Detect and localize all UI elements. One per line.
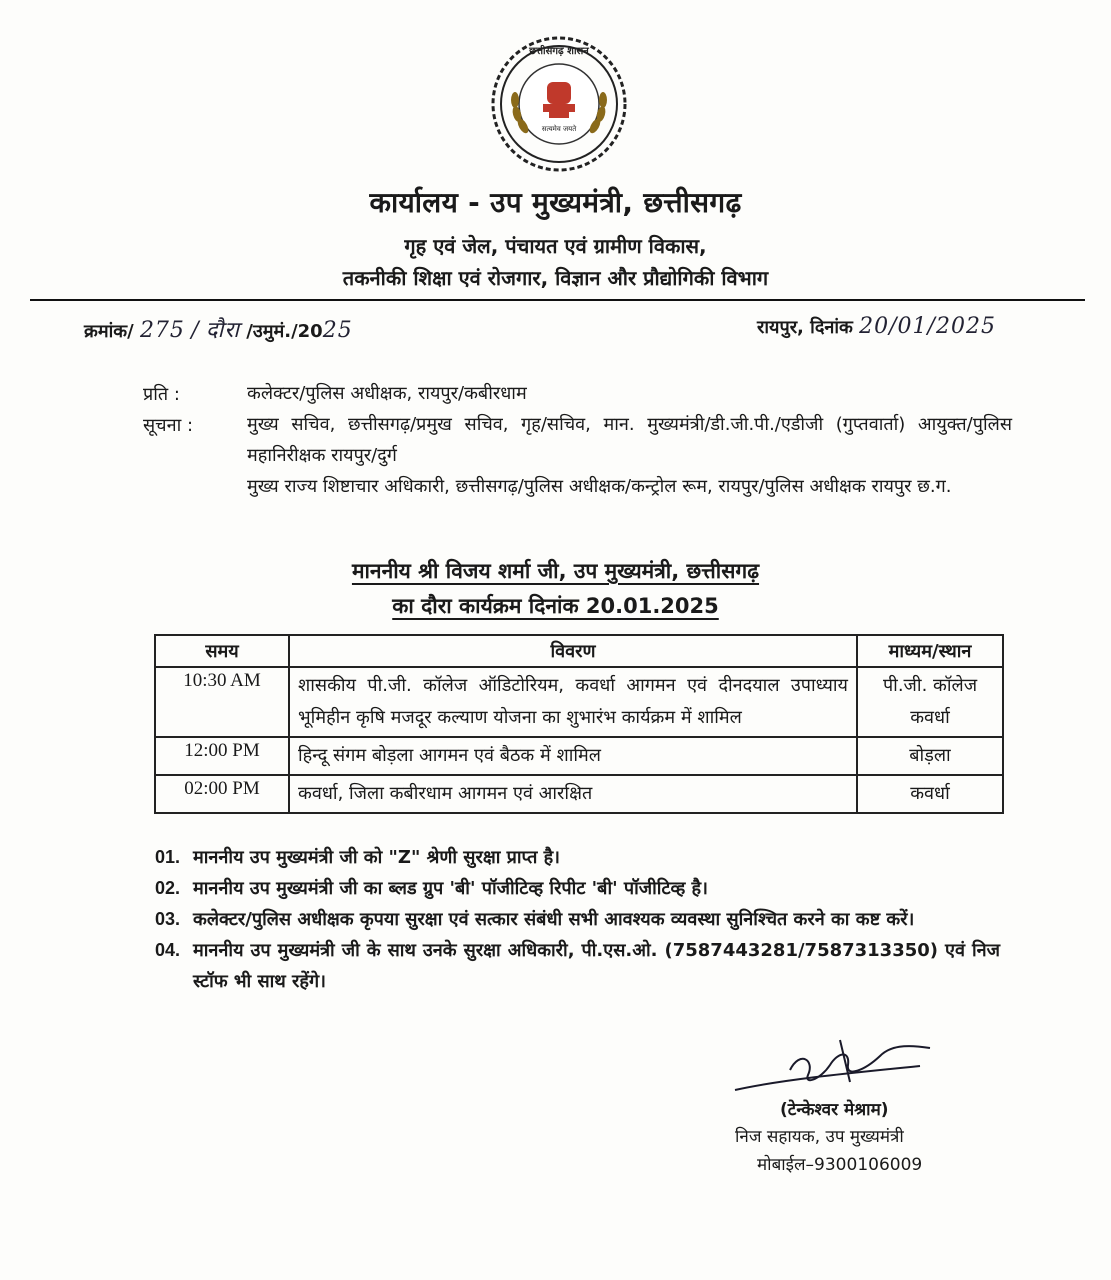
row-details: शासकीय पी.जी. कॉलेज ऑडिटोरियम, कवर्धा आगमन एवं दीनदयाल उपाध्याय भूमिहीन कृषि मजदूर कल्याण योजना का शुभारंभ कार्यक्रम में शामिल <box>289 667 857 737</box>
row-details: हिन्दू संगम बोड़ला आगमन एवं बैठक में शामिल <box>289 737 857 775</box>
svg-text:सत्यमेव जयते: सत्यमेव जयते <box>541 125 577 133</box>
handwritten-tour: दौरा <box>205 318 240 343</box>
row-time: 02:00 PM <box>155 775 289 813</box>
table-row <box>155 737 1003 775</box>
table-header-row <box>155 635 1003 667</box>
header-time: समय <box>155 635 289 667</box>
handwritten-signature <box>720 1030 950 1100</box>
signatory-designation: निज सहायक, उप मुख्यमंत्री <box>735 1127 904 1147</box>
row-time: 12:00 PM <box>155 737 289 775</box>
handwritten-number: 275 <box>139 318 185 343</box>
signatory-mobile: मोबाईल–9300106009 <box>757 1155 923 1175</box>
note-item: 01. माननीय उप मुख्यमंत्री जी को "Z" श्रेणी सुरक्षा प्राप्त है। <box>155 847 561 868</box>
place-date: रायपुर, दिनांक 20/01/2025 <box>757 314 996 339</box>
svg-text:छत्तीसगढ़ शासन: छत्तीसगढ़ शासन <box>529 46 589 57</box>
handwritten-date: 20/01/2025 <box>859 314 996 339</box>
info-text-2: मुख्य राज्य शिष्टाचार अधिकारी, छत्तीसगढ़/पुलिस अधीक्षक/कन्ट्रोल रूम, रायपुर/पुलिस अधीक्षक रायपुर छ.ग. <box>247 476 952 497</box>
note-item: 03. कलेक्टर/पुलिस अधीक्षक कृपया सुरक्षा एवं सत्कार संबंधी सभी आवश्यक व्यवस्था सुनिश्चित करने का कष्ट करें। <box>155 909 915 930</box>
row-venue: बोड़ला <box>857 737 1003 775</box>
subject-line-1: माननीय श्री विजय शर्मा जी, उप मुख्यमंत्री, छत्तीसगढ़ <box>351 559 760 583</box>
department-line-2: तकनीकी शिक्षा एवं रोजगार, विज्ञान और प्रौद्योगिकी विभाग <box>342 266 769 290</box>
chhattisgarh-govt-emblem <box>489 34 629 174</box>
table-row <box>155 667 1003 737</box>
header-details: विवरण <box>289 635 857 667</box>
table-row <box>155 775 1003 813</box>
info-label: सूचना : <box>143 415 194 436</box>
office-title: कार्यालय - उप मुख्यमंत्री, छत्तीसगढ़ <box>369 186 742 219</box>
signatory-name: (टेन्केश्वर मेश्राम) <box>780 1100 889 1120</box>
note-item: 02. माननीय उप मुख्यमंत्री जी का ब्लड ग्रुप 'बी' पॉजीटिव्ह रिपीट 'बी' पॉजीटिव्ह है। <box>155 878 708 899</box>
header-divider <box>30 299 1085 301</box>
reference-number: क्रमांक/ 275 / दौरा /उमुमं./2025 <box>84 318 353 343</box>
to-label: प्रति : <box>143 384 180 405</box>
subject-line-2: का दौरा कार्यक्रम दिनांक 20.01.2025 <box>392 594 719 618</box>
handwritten-year: 25 <box>322 318 353 343</box>
note-item: 04. माननीय उप मुख्यमंत्री जी के साथ उनके सुरक्षा अधिकारी, पी.एस.ओ. (7587443281/7587313350) एवं निज स्टॉफ भी साथ रहेंगे। <box>155 940 1000 992</box>
department-line-1: गृह एवं जेल, पंचायत एवं ग्रामीण विकास, <box>404 234 707 258</box>
info-text-1: मुख्य सचिव, छत्तीसगढ़/प्रमुख सचिव, गृह/सचिव, मान. मुख्यमंत्री/डी.जी.पी./एडीजी (गुप्तवार्ता) आयुक्त/पुलिस महानिरीक्षक रायपुर/दुर्ग <box>247 414 1012 466</box>
notes-list <box>155 842 1000 997</box>
row-venue: कवर्धा <box>857 775 1003 813</box>
to-text: कलेक्टर/पुलिस अधीक्षक, रायपुर/कबीरधाम <box>247 383 527 404</box>
row-time: 10:30 AM <box>155 667 289 737</box>
row-details: कवर्धा, जिला कबीरधाम आगमन एवं आरक्षित <box>289 775 857 813</box>
row-venue: पी.जी. कॉलेज कवर्धा <box>857 667 1003 737</box>
header-venue: माध्यम/स्थान <box>857 635 1003 667</box>
tour-schedule-table <box>154 634 1004 814</box>
